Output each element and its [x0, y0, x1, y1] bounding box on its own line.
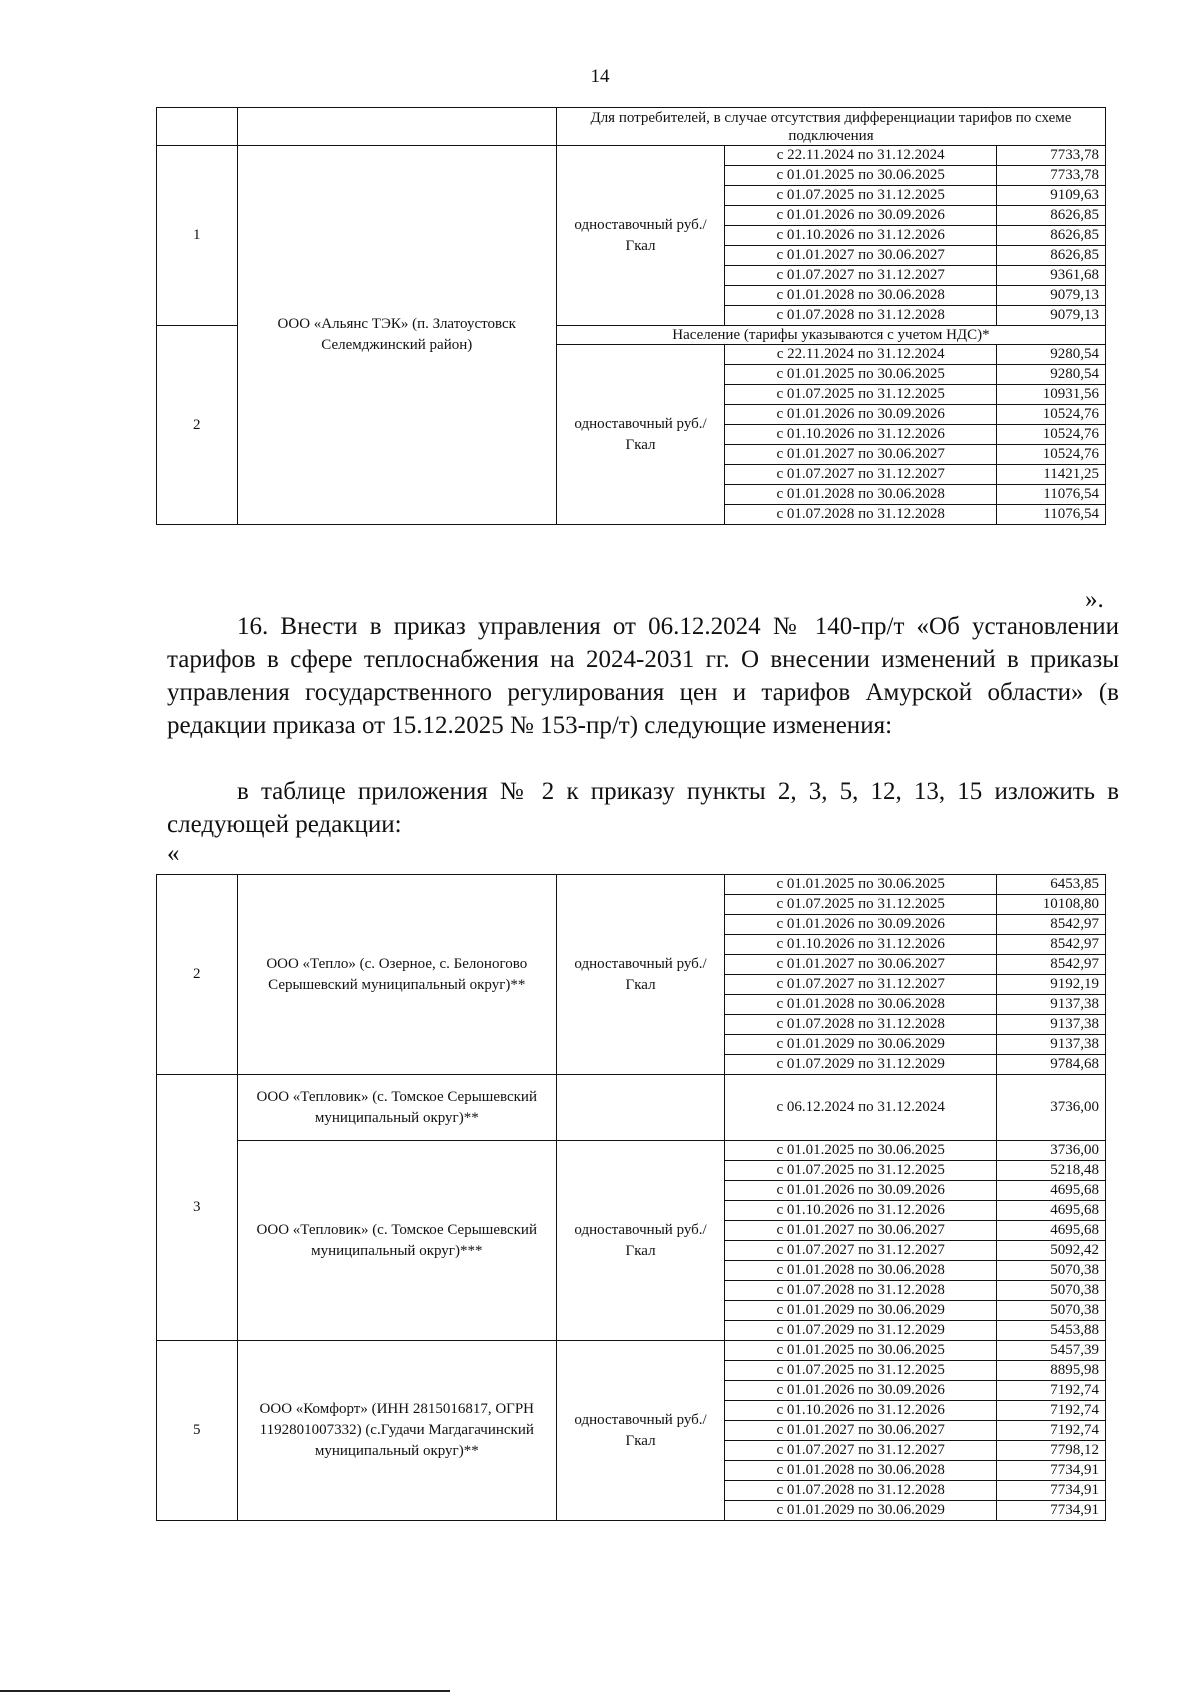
period: с 01.01.2029 по 30.06.2029 — [725, 1301, 997, 1321]
period: с 06.12.2024 по 31.12.2024 — [725, 1075, 997, 1141]
period: с 01.01.2025 по 30.06.2025 — [725, 365, 997, 385]
tariff-value: 7798,12 — [997, 1441, 1106, 1461]
period: с 01.07.2028 по 31.12.2028 — [725, 306, 997, 326]
paragraph-16 — [167, 610, 1119, 742]
period: с 01.07.2028 по 31.12.2028 — [725, 505, 997, 525]
tariff-type: одноставочный руб./Гкал — [556, 875, 724, 1075]
tariff-value: 7733,78 — [997, 166, 1106, 186]
tariff-value: 9079,13 — [997, 306, 1106, 326]
empty-cell — [237, 108, 556, 146]
period: с 22.11.2024 по 31.12.2024 — [725, 146, 997, 166]
period: с 01.10.2026 по 31.12.2026 — [725, 226, 997, 246]
period: с 01.01.2027 по 30.06.2027 — [725, 1221, 997, 1241]
tariff-value: 11421,25 — [997, 465, 1106, 485]
table-row — [157, 1075, 1106, 1141]
tariff-value: 7192,74 — [997, 1401, 1106, 1421]
table-row — [157, 875, 1106, 895]
tariff-value: 9079,13 — [997, 286, 1106, 306]
tariff-type: одноставочный руб./Гкал — [556, 1141, 724, 1341]
tariff-value: 9280,54 — [997, 365, 1106, 385]
tariff-value: 4695,68 — [997, 1201, 1106, 1221]
period: с 01.01.2025 по 30.06.2025 — [725, 1341, 997, 1361]
period: с 01.01.2027 по 30.06.2027 — [725, 445, 997, 465]
period: с 01.01.2029 по 30.06.2029 — [725, 1035, 997, 1055]
tariff-value: 8542,97 — [997, 955, 1106, 975]
period: с 01.07.2025 по 31.12.2025 — [725, 385, 997, 405]
company-name: ООО «Альянс ТЭК» (п. Златоустовск Селемджинский район) — [237, 146, 556, 525]
tariff-value: 11076,54 — [997, 485, 1106, 505]
tariff-value: 5457,39 — [997, 1341, 1106, 1361]
tariff-value: 4695,68 — [997, 1221, 1106, 1241]
tariff-value: 9361,68 — [997, 266, 1106, 286]
table-row — [157, 146, 1106, 166]
item-number: 2 — [157, 875, 238, 1075]
tariff-value: 7192,74 — [997, 1421, 1106, 1441]
period: с 01.07.2027 по 31.12.2027 — [725, 1441, 997, 1461]
period: с 01.10.2026 по 31.12.2026 — [725, 935, 997, 955]
period: с 01.07.2025 по 31.12.2025 — [725, 1161, 997, 1181]
tariff-value: 10108,80 — [997, 895, 1106, 915]
tariff-type: одноставочный руб./Гкал — [556, 146, 724, 326]
period: с 01.01.2025 по 30.06.2025 — [725, 166, 997, 186]
consumer-header: Для потребителей, в случае отсутствия дифференциации тарифов по схеме подключения — [556, 108, 1105, 146]
period: с 01.07.2027 по 31.12.2027 — [725, 1241, 997, 1261]
period: с 01.01.2026 по 30.09.2026 — [725, 915, 997, 935]
tariff-type-empty — [556, 1075, 724, 1141]
period: с 01.01.2026 по 30.09.2026 — [725, 1381, 997, 1401]
tariff-value: 8542,97 — [997, 915, 1106, 935]
empty-cell — [157, 108, 238, 146]
tariff-value: 8542,97 — [997, 935, 1106, 955]
paragraph-16-continuation-text: в таблице приложения № 2 к приказу пункты 2, 3, 5, 12, 13, 15 изложить в следующей редакции: — [167, 778, 1119, 838]
period: с 01.07.2029 по 31.12.2029 — [725, 1321, 997, 1341]
tariff-value: 8626,85 — [997, 226, 1106, 246]
period: с 01.01.2028 по 30.06.2028 — [725, 286, 997, 306]
period: с 01.01.2026 по 30.09.2026 — [725, 1181, 997, 1201]
tariff-table-bottom — [156, 874, 1106, 1521]
tariff-value: 8626,85 — [997, 206, 1106, 226]
tariff-value: 4695,68 — [997, 1181, 1106, 1201]
period: с 01.07.2027 по 31.12.2027 — [725, 975, 997, 995]
tariff-value: 9137,38 — [997, 1015, 1106, 1035]
company-name: ООО «Тепло» (с. Озерное, с. Белоногово Серышевский муниципальный округ)** — [237, 875, 556, 1075]
period: с 01.01.2027 по 30.06.2027 — [725, 1421, 997, 1441]
period: с 01.01.2028 по 30.06.2028 — [725, 1261, 997, 1281]
period: с 01.01.2029 по 30.06.2029 — [725, 1501, 997, 1521]
tariff-value: 8626,85 — [997, 246, 1106, 266]
tariff-value: 5218,48 — [997, 1161, 1106, 1181]
tariff-value: 9109,63 — [997, 186, 1106, 206]
period: с 01.07.2029 по 31.12.2029 — [725, 1055, 997, 1075]
tariff-value: 7734,91 — [997, 1481, 1106, 1501]
period: с 01.07.2028 по 31.12.2028 — [725, 1281, 997, 1301]
tariff-value: 9280,54 — [997, 345, 1106, 365]
tariff-value: 5070,38 — [997, 1301, 1106, 1321]
header-row — [157, 108, 1106, 146]
tariff-value: 9784,68 — [997, 1055, 1106, 1075]
population-header: Население (тарифы указываются с учетом НДС)* — [556, 326, 1105, 345]
tariff-type: одноставочный руб./Гкал — [556, 345, 724, 525]
period: с 01.01.2028 по 30.06.2028 — [725, 485, 997, 505]
period: с 01.01.2026 по 30.09.2026 — [725, 405, 997, 425]
company-name: ООО «Комфорт» (ИНН 2815016817, ОГРН 1192801007332) (с.Гудачи Магдагачинский муниципальный округ)** — [237, 1341, 556, 1521]
tariff-value: 9137,38 — [997, 1035, 1106, 1055]
period: с 01.07.2027 по 31.12.2027 — [725, 266, 997, 286]
tariff-value: 5070,38 — [997, 1261, 1106, 1281]
paragraph-16-continuation — [167, 775, 1119, 841]
tariff-value: 7733,78 — [997, 146, 1106, 166]
period: с 01.07.2025 по 31.12.2025 — [725, 186, 997, 206]
tariff-value: 11076,54 — [997, 505, 1106, 525]
table-row — [157, 1141, 1106, 1161]
scan-edge-line — [0, 1690, 450, 1692]
period: с 01.07.2027 по 31.12.2027 — [725, 465, 997, 485]
company-name: ООО «Тепловик» (с. Томское Серышевский муниципальный округ)*** — [237, 1141, 556, 1341]
table-row — [157, 1341, 1106, 1361]
period: с 01.07.2025 по 31.12.2025 — [725, 1361, 997, 1381]
period: с 01.01.2025 по 30.06.2025 — [725, 1141, 997, 1161]
tariff-value: 5453,88 — [997, 1321, 1106, 1341]
page-number: 14 — [590, 66, 610, 87]
tariff-value: 5092,42 — [997, 1241, 1106, 1261]
tariff-value: 7734,91 — [997, 1501, 1106, 1521]
tariff-type: одноставочный руб./Гкал — [556, 1341, 724, 1521]
tariff-table-top — [156, 107, 1106, 525]
tariff-value: 10524,76 — [997, 445, 1106, 465]
company-name: ООО «Тепловик» (с. Томское Серышевский муниципальный округ)** — [237, 1075, 556, 1141]
period: с 01.01.2027 по 30.06.2027 — [725, 246, 997, 266]
period: с 01.01.2026 по 30.09.2026 — [725, 206, 997, 226]
item-number: 1 — [157, 146, 238, 326]
item-number: 3 — [157, 1075, 238, 1341]
period: с 01.07.2028 по 31.12.2028 — [725, 1015, 997, 1035]
tariff-value: 8895,98 — [997, 1361, 1106, 1381]
period: с 01.07.2028 по 31.12.2028 — [725, 1481, 997, 1501]
tariff-value: 6453,85 — [997, 875, 1106, 895]
period: с 01.01.2027 по 30.06.2027 — [725, 955, 997, 975]
period: с 01.01.2028 по 30.06.2028 — [725, 1461, 997, 1481]
tariff-value: 9192,19 — [997, 975, 1106, 995]
item-number: 2 — [157, 326, 238, 525]
tariff-value: 9137,38 — [997, 995, 1106, 1015]
tariff-value: 3736,00 — [997, 1075, 1106, 1141]
tariff-value: 10524,76 — [997, 405, 1106, 425]
tariff-value: 10931,56 — [997, 385, 1106, 405]
period: с 01.10.2026 по 31.12.2026 — [725, 425, 997, 445]
period: с 01.01.2028 по 30.06.2028 — [725, 995, 997, 1015]
period: с 22.11.2024 по 31.12.2024 — [725, 345, 997, 365]
period: с 01.10.2026 по 31.12.2026 — [725, 1401, 997, 1421]
paragraph-16-text: 16. Внести в приказ управления от 06.12.2024 № 140-пр/т «Об установлении тарифов в сфере теплоснабжения на 2024-2031 гг. О внесении изменений в приказы управления государственного регулирования цен и тарифов Амурской области» (в редакции приказа от 15.12.2025 № 153-пр/т) следующие изменения: — [167, 613, 1119, 739]
period: с 01.01.2025 по 30.06.2025 — [725, 875, 997, 895]
period: с 01.10.2026 по 31.12.2026 — [725, 1201, 997, 1221]
item-number: 5 — [157, 1341, 238, 1521]
period: с 01.07.2025 по 31.12.2025 — [725, 895, 997, 915]
tariff-value: 3736,00 — [997, 1141, 1106, 1161]
tariff-value: 5070,38 — [997, 1281, 1106, 1301]
closing-quote: ». — [1085, 586, 1104, 613]
tariff-value: 10524,76 — [997, 425, 1106, 445]
tariff-value: 7192,74 — [997, 1381, 1106, 1401]
opening-quote: « — [167, 840, 180, 867]
tariff-value: 7734,91 — [997, 1461, 1106, 1481]
